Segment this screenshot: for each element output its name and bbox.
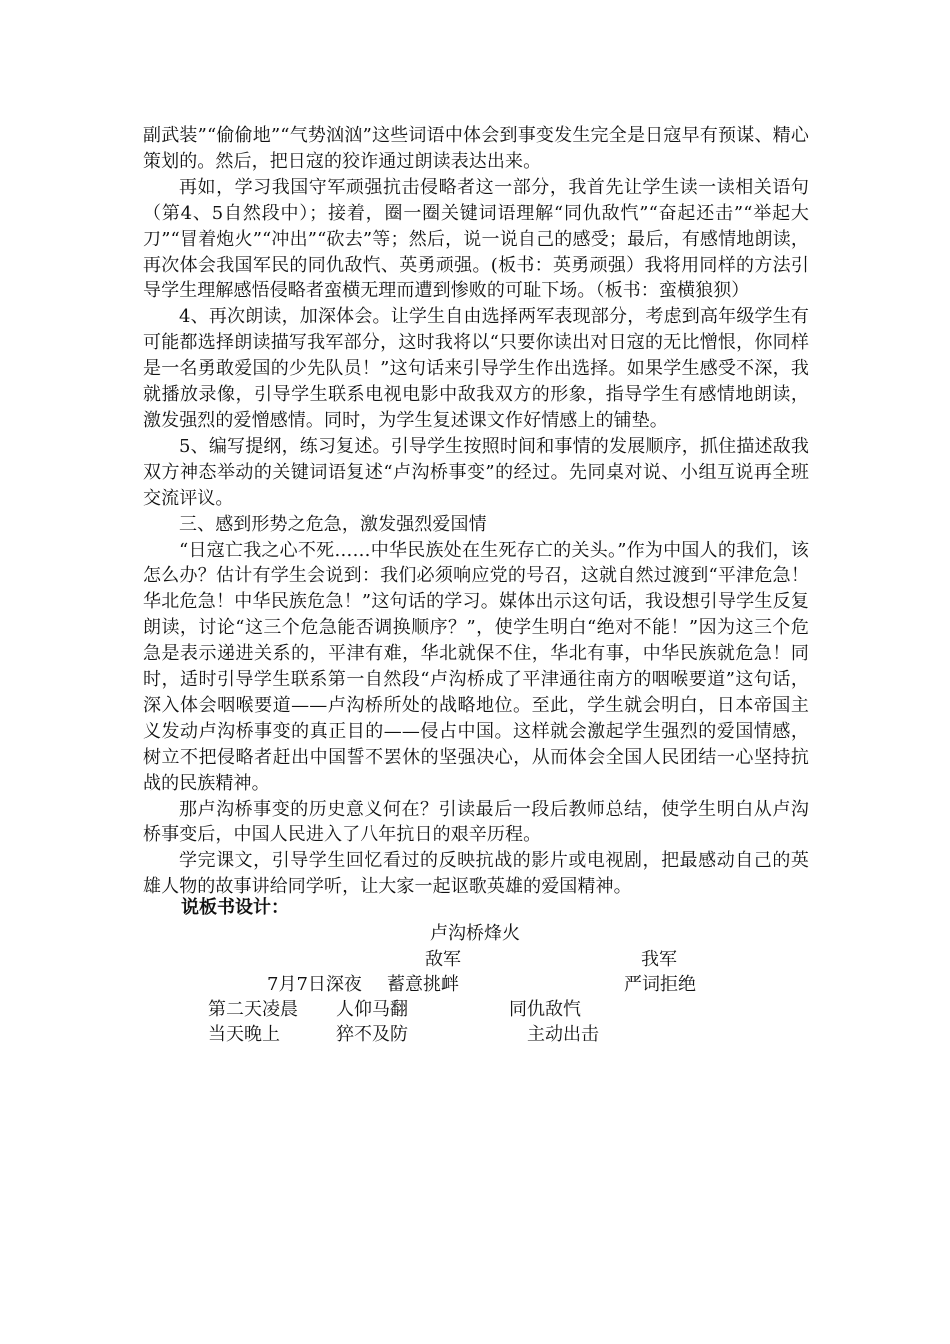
our-action: 同仇敌忾 (509, 999, 581, 1020)
board-title: 卢沟桥烽火 (430, 923, 520, 944)
enemy-action: 猝不及防 (336, 1024, 408, 1045)
our-action: 主动出击 (527, 1024, 599, 1045)
our-header: 我军 (641, 949, 677, 970)
paragraph: 那卢沟桥事变的历史意义何在？引读最后一段后教师总结，使学生明白从卢沟桥事变后，中国人民进入了八年抗日的艰辛历程。 (143, 798, 809, 846)
paragraph: 5、编写提纲，练习复述。引导学生按照时间和事情的发展顺序，抓住描述敌我双方神态举动的关键词语复述“卢沟桥事变”的经过。先同桌对说、小组互说再全班交流评议。 (143, 435, 809, 509)
paragraph: 4、再次朗读，加深体会。让学生自由选择两军表现部分，考虑到高年级学生有可能都选择朗读描写我军部分，这时我将以“只要你读出对日寇的无比憎恨，你同样是一名勇敢爱国的少先队员！”这句话来引导学生作出选择。如果学生感受不深，我就播放录像，引导学生联系电视电影中敌我双方的形象，指导学生有感情地朗读，激发强烈的爱憎感情。同时，为学生复述课文作好情感上的铺垫。 (143, 306, 809, 431)
enemy-header: 敌军 (425, 949, 461, 970)
paragraph: 副武装”“偷偷地”“气势汹汹”这些词语中体会到事变发生完全是日寇早有预谋、精心策划的。然后，把日寇的狡诈通过朗读表达出来。 (143, 125, 809, 172)
our-action: 严词拒绝 (624, 974, 696, 995)
enemy-action: 蓄意挑衅 (387, 974, 459, 995)
paragraph: 再如，学习我国守军顽强抗击侵略者这一部分，我首先让学生读一读相关语句（第4、5自然段中）；接着，圈一圈关键词语理解“同仇敌忾”“奋起还击”“举起大刀”“冒着炮火”“冲出”“砍去”等；然后，说一说自己的感受；最后，有感情地朗读，再次体会我国军民的同仇敌忾、英勇顽强。(板书：英勇顽强）我将用同样的方法引导学生理解感悟侵略者蛮横无理而遭到惨败的可耻下场。（板书：蛮横狼狈） (143, 176, 809, 302)
time-label: 第二天凌晨 (208, 999, 298, 1020)
paragraph: 学完课文，引导学生回忆看过的反映抗战的影片或电视剧，把最感动自己的英雄人物的故事讲给同学听，让大家一起讴歌英雄的爱国精神。 (143, 850, 809, 898)
body-text (143, 123, 809, 900)
time-label: 当天晚上 (208, 1024, 280, 1045)
section-heading: 三、感到形势之危急，激发强烈爱国情 (179, 513, 487, 535)
paragraph: “日寇亡我之心不死……中华民族处在生死存亡的关头。”作为中国人的我们，该怎么办？估计有学生会说到：我们必须响应党的号召，这就自然过渡到“平津危急！华北危急！中华民族危急！”这句话的学习。媒体出示这句话，我设想引导学生反复朗读，讨论“这三个危急能否调换顺序？”，使学生明白“绝对不能！”因为这三个危急是表示递进关系的，平津有难，华北就保不住，华北有事，中华民族就危急！同时，适时引导学生联系第一自然段“卢沟桥成了平津通往南方的咽喉要道”这句话，深入体会咽喉要道——卢沟桥所处的战略地位。至此，学生就会明白，日本帝国主义发动卢沟桥事变的真正目的——侵占中国。这样就会激起学生强烈的爱国情感，树立不把侵略者赶出中国誓不罢休的坚强决心，从而体会全国人民团结一心坚持抗战的民族精神。 (143, 539, 809, 794)
board-design-heading: 说板书设计： (181, 897, 289, 918)
time-label: 7月7日深夜 (267, 974, 362, 995)
enemy-action: 人仰马翻 (336, 999, 408, 1020)
